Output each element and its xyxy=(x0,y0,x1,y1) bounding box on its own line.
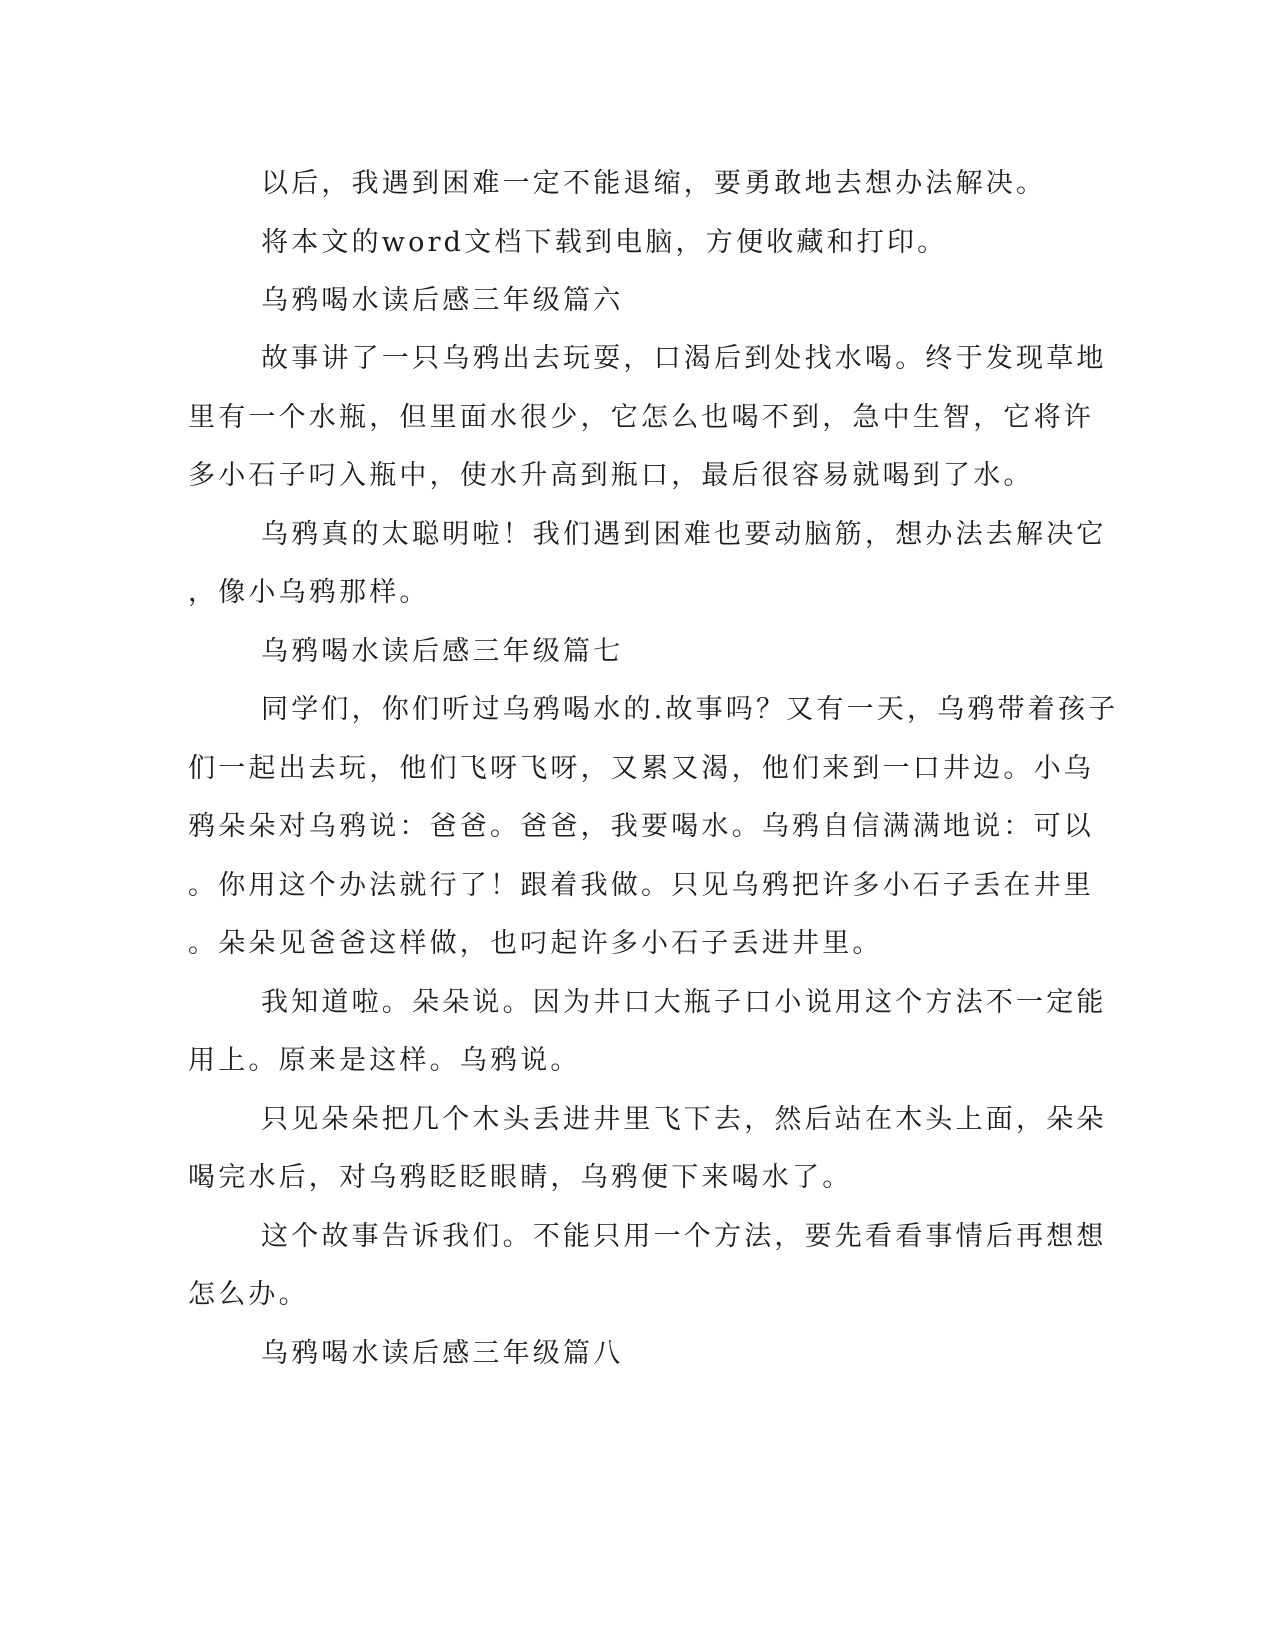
paragraph-line: 我知道啦。朵朵说。因为井口大瓶子口小说用这个方法不一定能 xyxy=(261,987,1107,1018)
section-heading: 乌鸦喝水读后感三年级篇八 xyxy=(261,1338,624,1369)
paragraph-line: 喝完水后，对乌鸦眨眨眼睛，乌鸦便下来喝水了。 xyxy=(188,1162,853,1193)
paragraph-line: 多小石子叼入瓶中，使水升高到瓶口，最后很容易就喝到了水。 xyxy=(188,460,1034,491)
section-heading: 乌鸦喝水读后感三年级篇六 xyxy=(261,285,624,316)
paragraph-line: 故事讲了一只乌鸦出去玩耍，口渴后到处找水喝。终于发现草地 xyxy=(261,343,1107,374)
paragraph-line: 。你用这个办法就行了！跟着我做。只见乌鸦把许多小石子丢在井里 xyxy=(188,870,1094,901)
paragraph-line: 这个故事告诉我们。不能只用一个方法，要先看看事情后再想想 xyxy=(261,1221,1107,1252)
paragraph-line: ，像小乌鸦那样。 xyxy=(188,577,430,608)
paragraph-line: 鸦朵朵对乌鸦说：爸爸。爸爸，我要喝水。乌鸦自信满满地说：可以 xyxy=(188,811,1094,842)
paragraph-line: 。朵朵见爸爸这样做，也叼起许多小石子丢进井里。 xyxy=(188,928,883,959)
paragraph-line: 用上。原来是这样。乌鸦说。 xyxy=(188,1045,581,1076)
section-heading: 乌鸦喝水读后感三年级篇七 xyxy=(261,636,624,667)
download-note: 将本文的word文档下载到电脑，方便收藏和打印。 xyxy=(261,227,948,258)
paragraph-line: 们一起出去玩，他们飞呀飞呀，又累又渴，他们来到一口井边。小乌 xyxy=(188,753,1094,784)
paragraph-line: 以后，我遇到困难一定不能退缩，要勇敢地去想办法解决。 xyxy=(261,168,1047,199)
paragraph-line: 怎么办。 xyxy=(188,1279,309,1310)
paragraph-line: 里有一个水瓶，但里面水很少，它怎么也喝不到，急中生智，它将许 xyxy=(188,402,1094,433)
paragraph-line: 同学们，你们听过乌鸦喝水的.故事吗？又有一天，乌鸦带着孩子 xyxy=(261,694,1119,725)
paragraph-line: 乌鸦真的太聪明啦！我们遇到困难也要动脑筋，想办法去解决它 xyxy=(261,519,1107,550)
paragraph-line: 只见朵朵把几个木头丢进井里飞下去，然后站在木头上面，朵朵 xyxy=(261,1104,1107,1135)
